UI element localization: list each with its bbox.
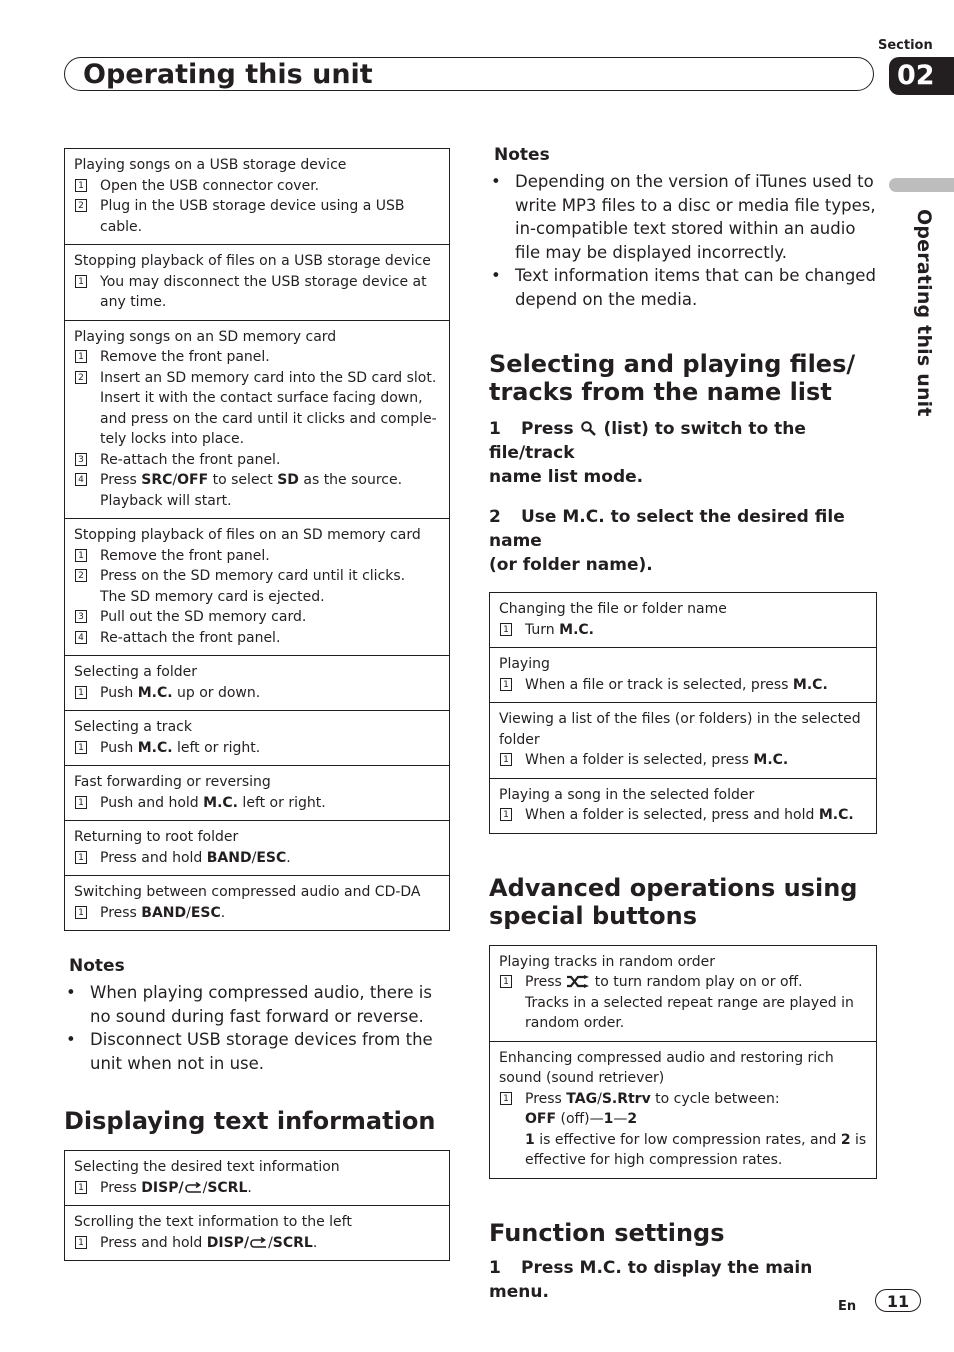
step-instruction: 2 Use M.C. to select the desired file name (or folder name). xyxy=(489,507,845,575)
button-name: SCRL xyxy=(207,1179,248,1196)
step-number: 1 xyxy=(75,1181,87,1194)
step xyxy=(74,683,440,704)
table-row xyxy=(490,946,876,1041)
notes-heading: Notes xyxy=(494,145,550,165)
row-title: Fast forwarding or reversing xyxy=(74,774,271,790)
table-row xyxy=(490,593,876,647)
step-number: 4 xyxy=(75,473,87,486)
step-continuation: 1 is effective for low compression rates, and 2 is effective for high compression rates. xyxy=(525,1131,867,1168)
button-name: BAND xyxy=(206,849,252,866)
step-number: 1 xyxy=(500,753,512,766)
button-name: M.C. xyxy=(753,752,789,768)
row-title: Scrolling the text information to the left xyxy=(74,1214,352,1230)
display-text-table xyxy=(64,1150,450,1261)
step xyxy=(74,848,440,869)
button-name: ESC xyxy=(190,904,221,921)
step-text: Push and hold M.C. left or right. xyxy=(100,794,326,811)
step xyxy=(74,347,440,368)
back-arrow-icon xyxy=(184,1182,203,1194)
row-title: Changing the file or folder name xyxy=(499,601,727,617)
step xyxy=(499,620,867,641)
table-row xyxy=(65,1151,449,1205)
table-row xyxy=(490,778,876,833)
button-name: M.C. xyxy=(818,807,854,823)
step-number: 1 xyxy=(75,851,87,864)
step xyxy=(74,1233,440,1254)
button-name: ESC xyxy=(256,849,287,866)
button-name: M.C. xyxy=(137,684,173,701)
button-name: TAG xyxy=(566,1090,598,1107)
table-row xyxy=(65,244,449,320)
name-list-table xyxy=(489,592,877,834)
step-number: 3 xyxy=(75,453,87,466)
advanced-operations-table xyxy=(489,945,877,1179)
note-item: • Depending on the version of iTunes used to write MP3 files to a disc or media file types, in-compatible text stored within an audio file may be displayed incorrectly. xyxy=(489,170,877,264)
step-continuation: Playback will start. xyxy=(100,492,232,509)
row-title: Playing a song in the selected folder xyxy=(499,786,755,803)
step-text: Press and hold BAND/ESC. xyxy=(100,849,291,866)
table-row xyxy=(65,518,449,655)
table-row xyxy=(65,710,449,765)
step-continuation: and press on the card until it clicks and comple- xyxy=(100,410,437,427)
step-number: 1 xyxy=(500,1092,512,1105)
button-name: SRC xyxy=(141,472,173,488)
step xyxy=(74,368,440,389)
step xyxy=(74,566,440,587)
step-number: 1 xyxy=(75,350,87,363)
step-text: Re-attach the front panel. xyxy=(100,451,281,468)
step xyxy=(74,628,440,649)
step-text: Remove the front panel. xyxy=(100,547,270,564)
page-number: 11 xyxy=(875,1289,921,1312)
step-number: 1 xyxy=(489,419,501,439)
step-text: Press TAG/S.Rtrv to cycle between: xyxy=(525,1090,780,1107)
step xyxy=(74,176,440,197)
back-arrow-icon xyxy=(249,1237,268,1249)
table-row xyxy=(65,655,449,710)
step-number: 1 xyxy=(500,975,512,988)
row-title: Switching between compressed audio and CD-DA xyxy=(74,884,421,900)
cycle-options: OFF (off)—1—2 xyxy=(525,1111,638,1127)
step-text: Remove the front panel. xyxy=(100,349,270,365)
left-column xyxy=(64,148,450,1261)
step-instruction: 1 Press M.C. to display the main menu. xyxy=(489,1257,813,1302)
step-number: 3 xyxy=(75,610,87,623)
search-list-icon xyxy=(580,420,598,436)
step-text: Push M.C. left or right. xyxy=(100,739,261,756)
step-number: 1 xyxy=(75,1236,87,1249)
step-text: When a folder is selected, press and hold M.C. xyxy=(525,807,854,823)
row-title: Selecting a track xyxy=(74,719,192,735)
step xyxy=(499,805,867,826)
step-text: Re-attach the front panel. xyxy=(100,629,281,646)
notes-list xyxy=(64,981,450,1075)
notes-list xyxy=(489,170,877,311)
note-item: • Disconnect USB storage devices from the unit when not in use. xyxy=(64,1028,450,1075)
step-instruction: 1 Press (list) to switch to the file/track name list mode. xyxy=(489,419,806,487)
step-text: Press DISP/ /SCRL. xyxy=(100,1179,252,1196)
button-name: M.C. xyxy=(792,676,828,693)
step xyxy=(74,546,440,567)
section-label: Section xyxy=(878,38,933,53)
shuffle-icon xyxy=(566,975,590,988)
step xyxy=(74,450,440,471)
source-name: SD xyxy=(277,472,299,488)
step-text: Turn M.C. xyxy=(525,621,594,638)
row-title: Stopping playback of files on an SD memory card xyxy=(74,527,421,543)
row-title: Returning to root folder xyxy=(74,829,239,845)
row-title: Enhancing compressed audio and restoring rich sound (sound retriever) xyxy=(499,1049,834,1086)
button-name: BAND xyxy=(141,904,187,921)
section-number-badge: 02 xyxy=(889,57,954,95)
step-number: 1 xyxy=(75,741,87,754)
row-title: Selecting the desired text information xyxy=(74,1159,340,1175)
usb-sd-operations-table xyxy=(64,148,450,931)
table-row xyxy=(490,1041,876,1178)
button-name: M.C. xyxy=(137,739,173,756)
table-row xyxy=(490,647,876,702)
table-row xyxy=(65,320,449,519)
button-name: DISP xyxy=(206,1234,244,1251)
step xyxy=(74,738,440,759)
step xyxy=(74,196,440,217)
page-title: Operating this unit xyxy=(83,59,373,90)
step xyxy=(74,607,440,628)
step xyxy=(74,272,440,293)
step xyxy=(74,470,440,491)
step-number: 1 xyxy=(500,808,512,821)
table-row xyxy=(65,149,449,244)
step-number: 1 xyxy=(75,275,87,288)
row-title: Playing tracks in random order xyxy=(499,953,715,970)
page-title-bar xyxy=(64,57,874,91)
row-title: Playing songs on an SD memory card xyxy=(74,328,337,345)
step-text: Pull out the SD memory card. xyxy=(100,609,307,625)
button-name: S.Rtrv xyxy=(601,1090,651,1107)
step-text: Press SRC/OFF to select SD as the source. xyxy=(100,472,403,488)
step-continuation: tely locks into place. xyxy=(100,431,245,447)
language-label: En xyxy=(838,1299,857,1314)
section-heading-name-list: Selecting and playing files/ tracks from the name list xyxy=(489,350,856,406)
table-row xyxy=(65,1205,449,1260)
section-heading-function-settings: Function settings xyxy=(489,1218,725,1247)
button-name: M.C. xyxy=(203,794,238,811)
row-title: Selecting a folder xyxy=(74,664,197,680)
section-heading-advanced: Advanced operations using special buttons xyxy=(489,873,858,930)
step-text: Push M.C. up or down. xyxy=(100,684,261,701)
step-text: Open the USB connector cover. xyxy=(100,177,320,194)
row-title: Viewing a list of the files (or folders) in the selected folder xyxy=(499,711,861,748)
step-number: 1 xyxy=(75,686,87,699)
step-text: You may disconnect the USB storage device at xyxy=(100,273,427,290)
table-row xyxy=(65,765,449,820)
step-text: Plug in the USB storage device using a USB xyxy=(100,198,405,214)
step-number: 1 xyxy=(75,906,87,919)
step-number: 4 xyxy=(75,631,87,644)
step xyxy=(499,750,867,771)
step-text: Press to turn random play on or off. xyxy=(525,974,803,990)
notes-block xyxy=(489,145,877,311)
row-title: Playing songs on a USB storage device xyxy=(74,157,347,173)
row-title: Stopping playback of files on a USB storage device xyxy=(74,253,431,269)
step-number: 1 xyxy=(75,796,87,809)
button-name: SCRL xyxy=(272,1234,313,1251)
button-name: M.C. xyxy=(559,621,594,638)
step-text: Press and hold DISP/ /SCRL. xyxy=(100,1234,318,1251)
step-text: Insert an SD memory card into the SD card slot. xyxy=(100,369,437,386)
notes-block xyxy=(64,956,450,1075)
table-row xyxy=(65,820,449,875)
note-item: • When playing compressed audio, there is no sound during fast forward or reverse. xyxy=(64,981,450,1028)
step xyxy=(74,1178,440,1199)
row-title: Playing xyxy=(499,656,550,672)
step-number: 1 xyxy=(500,678,512,691)
step-continuation: any time. xyxy=(100,294,167,310)
step-number: 1 xyxy=(75,549,87,562)
step xyxy=(499,675,867,696)
step-continuation: cable. xyxy=(100,218,143,235)
notes-heading: Notes xyxy=(69,956,125,976)
side-tab-marker xyxy=(889,178,954,192)
step-number: 2 xyxy=(75,371,87,384)
step-number: 1 xyxy=(500,623,512,636)
step-number: 1 xyxy=(75,179,87,192)
table-row xyxy=(65,875,449,930)
step xyxy=(74,793,440,814)
table-row xyxy=(490,702,876,778)
button-name: OFF xyxy=(177,472,209,488)
step-text: Press BAND/ESC. xyxy=(100,904,226,921)
section-heading-display-text: Displaying text information xyxy=(64,1107,436,1135)
step-number: 1 xyxy=(489,1257,501,1278)
step-number: 2 xyxy=(75,569,87,582)
step-continuation: The SD memory card is ejected. xyxy=(100,588,325,605)
step-text: When a folder is selected, press M.C. xyxy=(525,752,789,768)
step-text: When a file or track is selected, press M.C. xyxy=(525,676,828,693)
step-number: 2 xyxy=(489,507,501,527)
step-number: 2 xyxy=(75,199,87,212)
step xyxy=(499,972,867,993)
button-name: DISP xyxy=(141,1179,179,1196)
note-item: • Text information items that can be changed depend on the media. xyxy=(489,264,877,311)
step-continuation: Tracks in a selected repeat range are played in random order. xyxy=(525,994,854,1031)
step-continuation: Insert it with the contact surface facing down, xyxy=(100,390,423,406)
right-column xyxy=(489,145,877,1304)
step-text: Press on the SD memory card until it clicks. xyxy=(100,568,406,584)
side-tab-label: Operating this unit xyxy=(913,209,935,417)
step xyxy=(74,903,440,924)
step xyxy=(499,1089,867,1110)
